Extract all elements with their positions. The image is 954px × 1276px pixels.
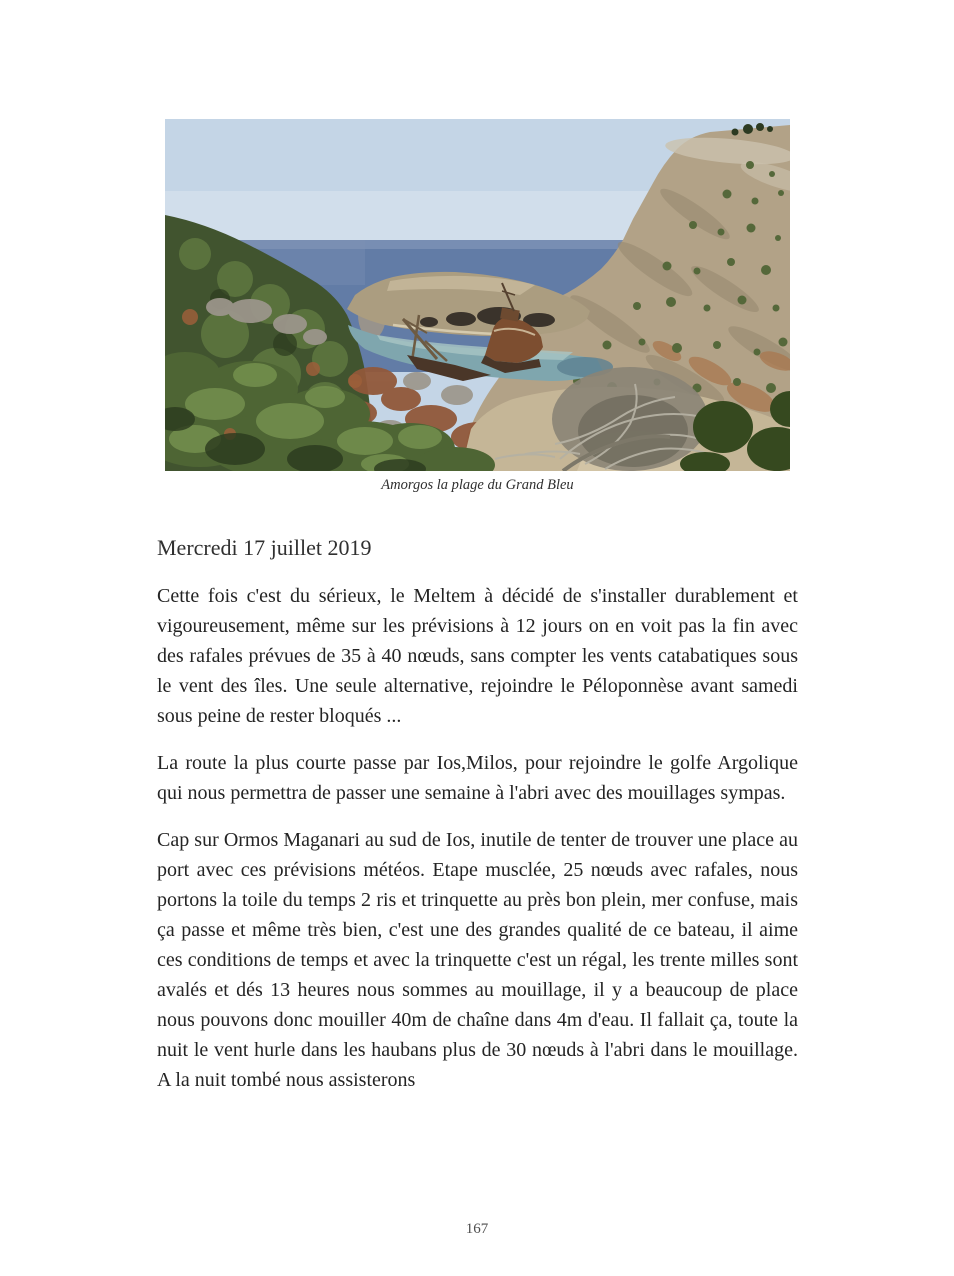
- photo-caption: Amorgos la plage du Grand Bleu: [381, 477, 574, 493]
- photo-illustration: [165, 119, 790, 471]
- paragraph-1: Cette fois c'est du sérieux, le Meltem à décidé de s'installer durablement et vigoureusement, même sur les prévisions à 12 jours on en voit pas la fin avec des rafales prévues de 35 à 40 nœuds, sans compter les vents catabatiques sous le vent des îles. Une seule alternative, rejoindre le Péloponnèse avant samedi sous peine de rester bloqués ...: [157, 585, 798, 727]
- paragraph-3: Cap sur Ormos Maganari au sud de Ios, inutile de tenter de trouver une place au port avec ces prévisions météos. Etape musclée, 25 nœuds avec rafales, nous portons la toile du temps 2 ris et trinquette au près bon plein, mer confuse, mais ça passe et même très bien, c'est une des grandes qualité de ce bateau, il aime ces conditions de temps et avec la trinquette c'est un régal, les trente milles sont avalés et dés 13 heures nous sommes au mouillage, il y a beaucoup de place nous pouvons donc mouiller 40m de chaîne dans 4m d'eau. Il fallait ça, toute la nuit le vent hurle dans les haubans plus de 30 nœuds à l'abri dans le mouillage. A la nuit tombé nous assisterons: [157, 829, 798, 1091]
- photo-amorgos-cove: [165, 119, 790, 471]
- date-heading: Mercredi 17 juillet 2019: [157, 535, 372, 560]
- page-number: 167: [465, 1221, 489, 1237]
- body-text: [157, 581, 798, 1112]
- paragraph-2: La route la plus courte passe par Ios,Milos, pour rejoindre le golfe Argolique qui nous permettra de passer une semaine à l'abri avec des mouillages sympas.: [157, 752, 798, 804]
